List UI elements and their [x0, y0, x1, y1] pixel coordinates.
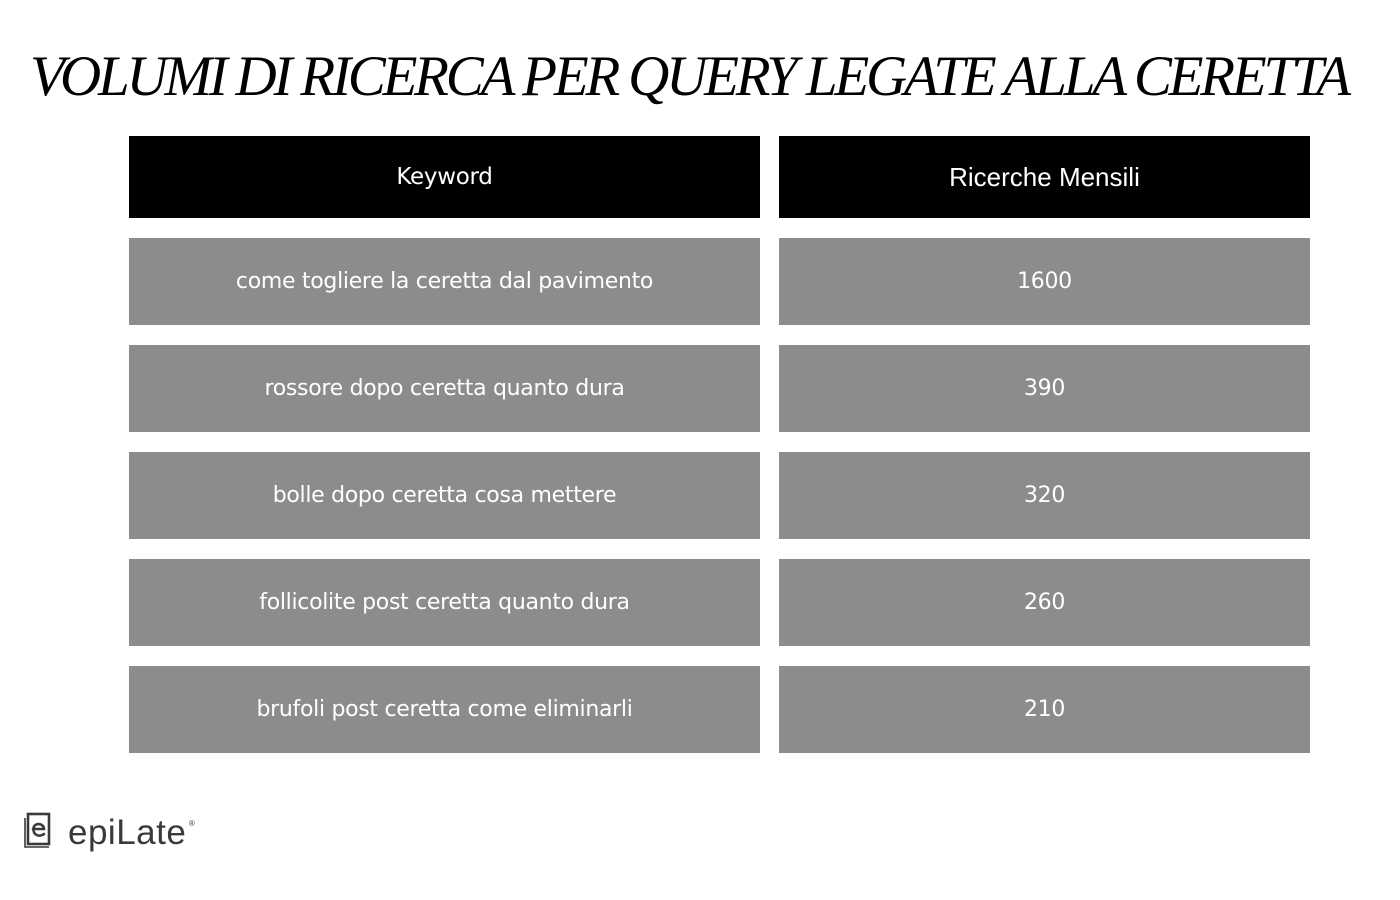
keyword-cell: follicolite post ceretta quanto dura: [129, 559, 760, 646]
epilate-logo-icon: [22, 812, 52, 850]
keyword-cell: rossore dopo ceretta quanto dura: [129, 345, 760, 432]
brand-logo: [22, 812, 196, 856]
table-row: [129, 345, 1310, 432]
volume-cell: 1600: [779, 238, 1310, 325]
column-header-monthly-searches: Ricerche Mensili: [779, 136, 1310, 218]
page-title: VOLUMI DI RICERCA PER QUERY LEGATE ALLA CERETTA: [30, 45, 1348, 108]
keyword-volume-table: [129, 136, 1310, 773]
volume-cell: 320: [779, 452, 1310, 539]
registered-mark: ®: [188, 819, 196, 828]
column-header-keyword: Keyword: [129, 136, 760, 218]
keyword-cell: bolle dopo ceretta cosa mettere: [129, 452, 760, 539]
logo-text: epiLate: [68, 813, 187, 852]
table-header-row: [129, 136, 1310, 218]
table-row: [129, 452, 1310, 539]
table-row: [129, 238, 1310, 325]
volume-cell: 390: [779, 345, 1310, 432]
table-row: [129, 559, 1310, 646]
keyword-cell: brufoli post ceretta come eliminarli: [129, 666, 760, 753]
table-row: [129, 666, 1310, 753]
logo-wordmark: [68, 813, 196, 852]
volume-cell: 210: [779, 666, 1310, 753]
keyword-cell: come togliere la ceretta dal pavimento: [129, 238, 760, 325]
volume-cell: 260: [779, 559, 1310, 646]
